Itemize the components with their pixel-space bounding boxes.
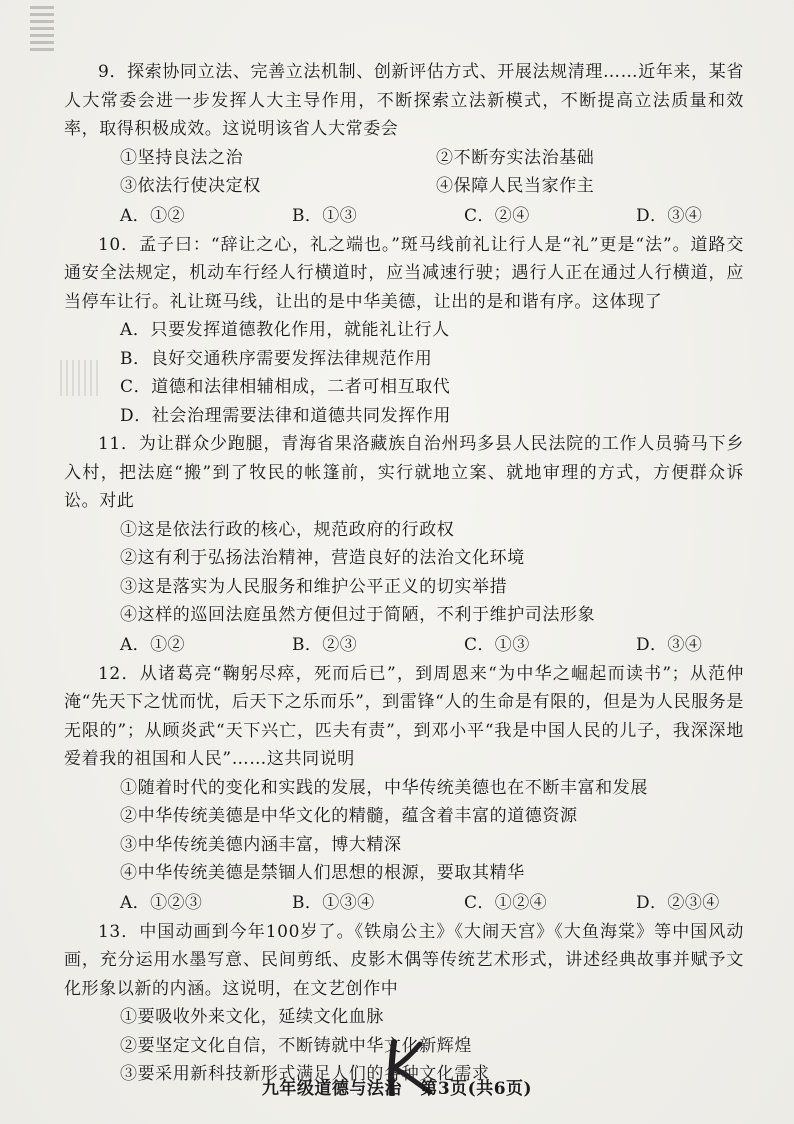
statement: ④中华传统美德是禁锢人们思想的根源，要取其精华 <box>120 863 525 883</box>
statement: ③这是落实为人民服务和维护公平正义的切实举措 <box>120 576 508 597</box>
choice-c: C．①③ <box>464 634 530 655</box>
choice-a: A．①②③ <box>120 892 203 913</box>
choice-d: D．③④ <box>636 205 703 226</box>
statement: ③要采用新科技新形式满足人们的各种文化需求 <box>120 1064 490 1084</box>
question-10 <box>64 231 744 431</box>
question-stem: 9．探索协同立法、完善立法机制、创新评估方式、开展法规清理……近年来，某省人大常委会进一步发挥人大主导作用，不断探索立法新模式，不断提高立法质量和效率，取得积极成效。这说明该省人大常委会 <box>64 62 744 139</box>
choice-c: C．道德和法律相辅相成，二者可相互取代 <box>120 377 451 397</box>
statement: ①坚持良法之治 <box>120 147 244 168</box>
statement: ①随着时代的变化和实践的发展，中华传统美德也在不断丰富和发展 <box>120 777 648 798</box>
choice-d: D．②③④ <box>636 892 720 913</box>
question-stem: 10．孟子曰：“辞让之心，礼之端也。”斑马线前礼让行人是“礼”更是“法”。道路交通安全法规定，机动车行经人行横道时，应当减速行驶；遇行人正在通过人行横道，应当停车让行。礼让斑马线，让出的是中华美德，让出的是和谐有序。这体现了 <box>64 234 744 312</box>
question-stem: 13．中国动画到今年100岁了。《铁扇公主》《大闹天宫》《大鱼海棠》等中国风动画，充分运用水墨写意、民间剪纸、皮影木偶等传统艺术形式，讲述经典故事并赋予文化形象以新的内涵。这说明，在文艺创作中 <box>64 921 744 999</box>
statement-row <box>64 172 744 201</box>
statement: ①这是依法行政的核心，规范政府的行政权 <box>120 519 455 540</box>
answer-choices <box>64 888 744 918</box>
statement: ④这样的巡回法庭虽然方便但过于简陋，不利于维护司法形象 <box>120 605 596 625</box>
statement: ②中华传统美德是中华文化的精髓，蕴含着丰富的道德资源 <box>120 806 578 826</box>
choice-d: D．社会治理需要法律和道德共同发挥作用 <box>120 405 452 426</box>
choice-a: A．①② <box>120 205 185 226</box>
page-content <box>64 58 744 1089</box>
choice-b: B．①③ <box>292 205 358 226</box>
statement: ②这有利于弘扬法治精神，营造良好的法治文化环境 <box>120 548 525 568</box>
answer-choices <box>64 201 744 231</box>
statement: ②不断夯实法治基础 <box>436 147 595 168</box>
choice-b: B．良好交通秩序需要发挥法律规范作用 <box>120 348 433 369</box>
statement: ②要坚定文化自信，不断铸就中华文化新辉煌 <box>120 1035 472 1056</box>
question-9 <box>64 58 744 231</box>
statement: ④保障人民当家作主 <box>436 176 595 196</box>
choice-c: C．①②④ <box>464 892 548 913</box>
question-11 <box>64 430 744 660</box>
footer-subject: 九年级道德与法治 <box>261 1079 402 1099</box>
statement: ①要吸收外来文化，延续文化血脉 <box>120 1007 384 1027</box>
choice-b: B．②③ <box>292 634 358 655</box>
choice-b: B．①③④ <box>292 892 375 913</box>
choice-d: D．③④ <box>636 634 703 655</box>
choice-c: C．②④ <box>464 205 530 226</box>
question-stem: 11．为让群众少跑腿，青海省果洛藏族自治州玛多县人民法院的工作人员骑马下乡入村，把法庭“搬”到了牧民的帐篷前，实行就地立案、就地审理的方式，方便群众诉讼。对此 <box>64 434 744 511</box>
question-12 <box>64 660 744 918</box>
statement: ③中华传统美德内涵丰富，博大精深 <box>120 834 402 855</box>
question-stem: 12．从诸葛亮“鞠躬尽瘁，死而后已”，到周恩来“为中华之崛起而读书”；从范仲淹“先天下之忧而忧，后天下之乐而乐”，到雷锋“人的生命是有限的，但是为人民服务是无限的”；从顾炎武“天下兴亡，匹夫有责”，到邓小平“我是中国人民的儿子，我深深地爱着我的祖国和人民”……这共同说明 <box>64 663 744 769</box>
footer-page-number: 第3页(共6页) <box>420 1079 533 1099</box>
statement-row <box>64 144 744 173</box>
statement: ③依法行使决定权 <box>120 176 261 196</box>
scan-mark <box>30 6 54 52</box>
answer-choices <box>64 630 744 660</box>
choice-a: A．①② <box>120 634 185 655</box>
page-footer <box>0 1074 794 1099</box>
choice-a: A．只要发挥道德教化作用，就能礼让行人 <box>120 320 450 340</box>
